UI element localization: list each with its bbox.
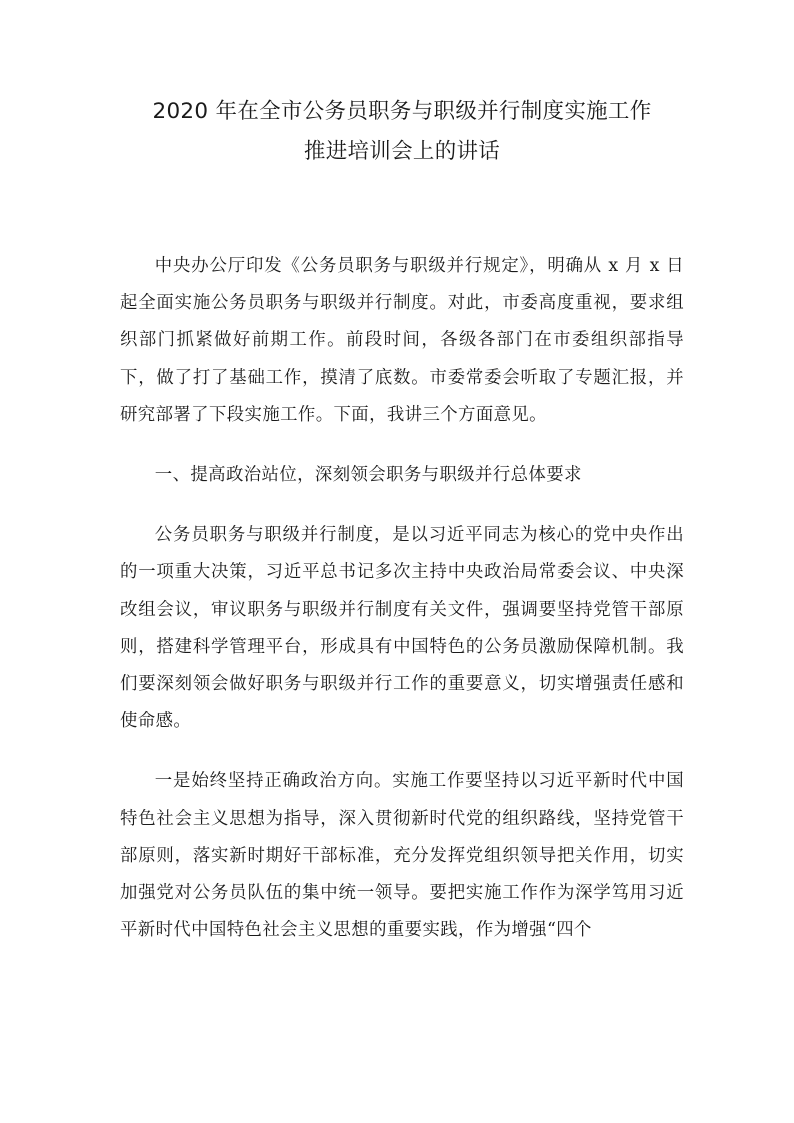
title-line-2: 推进培训会上的讲话 (303, 139, 501, 164)
paragraph-point-1: 一是始终坚持正确政治方向。实施工作要坚持以习近平新时代中国特色社会主义思想为指导，深入贯彻新时代党的组织路线，坚持党管干部原则，落实新时期好干部标准，充分发挥党组织领导把关作用，切实加强党对公务员队伍的集中统一领导。要把实施工作作为深学笃用习近平新时代中国特色社会主义思想的重要实践，作为增强“四个 (120, 771, 684, 941)
paragraph-section-1: 公务员职务与职级并行制度，是以习近平同志为核心的党中央作出的一项重大决策，习近平总书记多次主持中央政治局常委会议、中央深改组会议，审议职务与职级并行制度有关文件，强调要坚持党管干部原则，搭建科学管理平台，形成具有中国特色的公务员激励保障机制。我们要深刻领会做好职务与职级并行工作的重要意义，切实增强责任感和使命感。 (120, 525, 684, 732)
paragraph-intro: 中央办公厅印发《公务员职务与职级并行规定》，明确从 x 月 x 日起全面实施公务员职务与职级并行制度。对此，市委高度重视，要求组织部门抓紧做好前期工作。前段时间，各级各部门在市委组织部指导下，做了打了基础工作，摸清了底数。市委常委会听取了专题汇报，并研究部署了下段实施工作。下面，我讲三个方面意见。 (120, 256, 684, 425)
section-heading-1: 一、提高政治站位，深刻领会职务与职级并行总体要求 (154, 465, 582, 486)
document-body (120, 248, 684, 949)
document-title (120, 92, 684, 172)
title-line-1: 2020 年在全市公务员职务与职级并行制度实施工作 (152, 99, 652, 124)
